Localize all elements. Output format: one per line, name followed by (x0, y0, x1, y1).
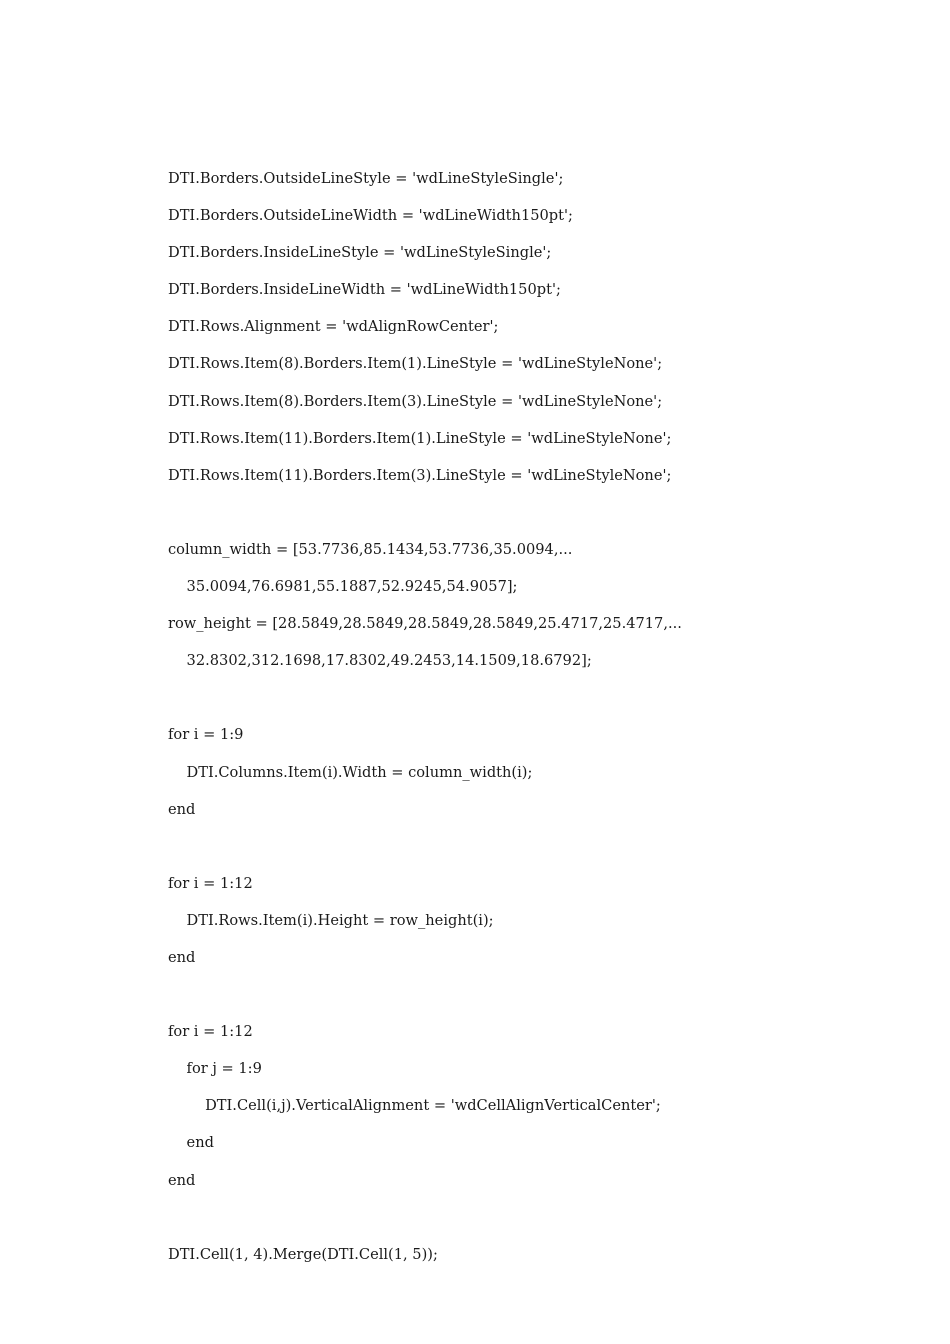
blank-line (168, 502, 682, 539)
code-line: end (168, 948, 196, 966)
code-line: DTI.Rows.Item(8).Borders.Item(3).LineStyle = 'wdLineStyleNone'; (168, 392, 663, 410)
code-line: end (168, 1134, 214, 1152)
code-line: DTI.Rows.Item(11).Borders.Item(1).LineStyle = 'wdLineStyleNone'; (168, 429, 672, 447)
code-line: for i = 1:9 (168, 726, 244, 744)
code-line: DTI.Cell(1, 4).Merge(DTI.Cell(1, 5)); (168, 1245, 438, 1263)
blank-line (168, 1207, 682, 1244)
code-line: for i = 1:12 (168, 874, 253, 892)
blank-line (168, 687, 682, 724)
blank-line (168, 984, 682, 1021)
code-line: for j = 1:9 (168, 1060, 262, 1078)
code-listing (168, 168, 682, 1281)
code-line: DTI.Borders.OutsideLineWidth = 'wdLineWidth150pt'; (168, 207, 573, 225)
code-line: DTI.Borders.InsideLineWidth = 'wdLineWidth150pt'; (168, 281, 561, 299)
code-line: end (168, 800, 196, 818)
code-line: DTI.Rows.Item(i).Height = row_height(i); (168, 911, 494, 929)
code-line: DTI.Borders.InsideLineStyle = 'wdLineStyleSingle'; (168, 244, 552, 262)
code-line: 35.0094,76.6981,55.1887,52.9245,54.9057]; (168, 578, 518, 596)
code-line: end (168, 1171, 196, 1189)
code-line: 32.8302,312.1698,17.8302,49.2453,14.1509,18.6792]; (168, 652, 592, 670)
code-line: column_width = [53.7736,85.1434,53.7736,35.0094,... (168, 540, 573, 558)
code-line: DTI.Columns.Item(i).Width = column_width(i); (168, 763, 533, 781)
code-line: DTI.Rows.Item(8).Borders.Item(1).LineStyle = 'wdLineStyleNone'; (168, 355, 663, 373)
code-line: DTI.Borders.OutsideLineStyle = 'wdLineStyleSingle'; (168, 170, 564, 187)
code-line: for i = 1:12 (168, 1023, 253, 1041)
code-line: row_height = [28.5849,28.5849,28.5849,28.5849,25.4717,25.4717,... (168, 615, 682, 633)
code-line: DTI.Rows.Item(11).Borders.Item(3).LineStyle = 'wdLineStyleNone'; (168, 466, 672, 484)
code-line: DTI.Cell(i,j).VerticalAlignment = 'wdCellAlignVerticalCenter'; (168, 1097, 661, 1115)
blank-line (168, 836, 682, 873)
code-line: DTI.Rows.Alignment = 'wdAlignRowCenter'; (168, 318, 499, 336)
